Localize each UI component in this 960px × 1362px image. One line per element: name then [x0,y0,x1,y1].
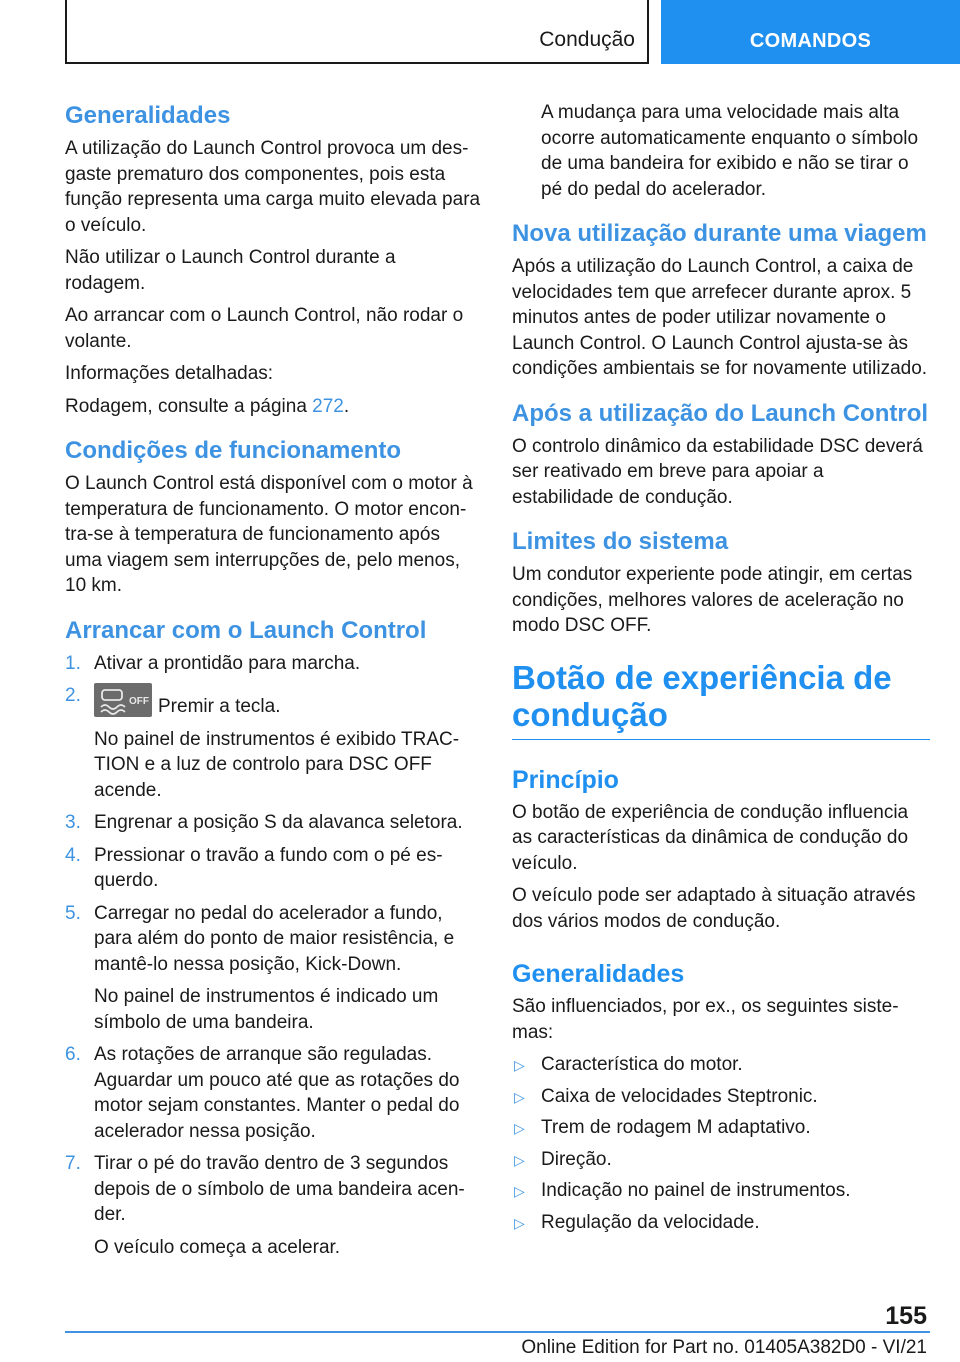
triangle-bullet-icon: ▷ [514,1088,525,1105]
list-item: 1. Ativar a prontidão para marcha. [65,651,481,677]
paragraph: O botão de experiência de condução influencia as características da dinâmica de condução do veículo. [512,801,909,874]
list-item: ▷ Caixa de velocidades Steptronic. [512,1084,930,1110]
triangle-bullet-icon: ▷ [514,1214,525,1231]
systems-list [512,1052,930,1235]
step-number: 7. [65,1153,81,1174]
header-section-title: Condução [539,28,635,51]
page-number: 155 [885,1302,927,1330]
paragraph: Informações detalhadas: [65,363,274,384]
list-item: ▷ Característica do motor. [512,1052,930,1078]
list-item: 4. Pressionar o travão a fundo com o pé esquerdo. [65,844,443,891]
heading-condicoes: Condições de funcionamento [65,437,402,464]
list-item: ▷ Direção. [512,1147,930,1173]
list-item: 5. Carregar no pedal do acelerador a fundo, para além do ponto de maior resistência, e mantê-lo nessa posição, Kick-Down. No painel de instrumentos é indicado um símbolo de uma bandeira. [65,902,455,1033]
list-item: ▷ Indicação no painel de instrumentos. [512,1178,930,1204]
paragraph: A utilização do Launch Control provoca um desgaste prematuro dos componentes, pois esta função representa uma carga muito elevada para o veículo. [65,138,481,236]
step-number: 4. [65,844,81,866]
paragraph: O veículo pode ser adaptado à situação através dos vários modos de condução. [512,885,916,932]
list-item: ▷ Trem de rodagem M adaptativo. [512,1115,930,1141]
step-number: 1. [65,652,81,674]
triangle-bullet-icon: ▷ [514,1183,525,1199]
triangle-bullet-icon: ▷ [514,1057,525,1073]
dsc-off-button-icon [94,683,152,717]
paragraph: O controlo dinâmico da estabilidade DSC deverá ser reativado em breve para apoiar a estabilidade de condução. [512,435,923,508]
list-item: 2. OFF Premir a tecla. No painel de instrumentos é exibido TRACTION e a luz de controlo para DSC OFF acende. [65,685,460,801]
paragraph: Ao arrancar com o Launch Control, não rodar o volante. [65,305,464,352]
paragraph: Não utilizar o Launch Control durante a rodagem. [65,247,396,294]
list-item: 3. Engrenar a posição S da alavanca seletora. [65,810,481,836]
list-item: 6. As rotações de arranque são reguladas. Aguardar um pouco até que as rotações do motor sejam constantes. Manter o pedal do acelerador nessa posição. [65,1044,460,1142]
paragraph: São influenciados, por ex., os seguintes sistemas: [512,996,899,1043]
step-number: 6. [65,1044,81,1065]
footer-divider [65,1331,930,1333]
heading-limites: Limites do sistema [512,528,729,555]
steps-list [65,651,481,1261]
heading-arrancar: Arrancar com o Launch Control [65,616,427,644]
paragraph-continuation: A mudança para uma velocidade mais alta ocorre automaticamente enquanto o símbolo de uma bandeira for exibido e não se tirar o pé do pedal do acelerador. [541,102,919,200]
paragraph: Após a utilização do Launch Control, a caixa de velocidades tem que arrefecer durante aprox. 5 minutos antes de poder utilizar novamente o Launch Control. O Launch Control ajusta-se às condições ambientais se for novamente utilizado. [512,256,928,379]
triangle-bullet-icon: ▷ [514,1120,525,1136]
right-column [512,100,930,1241]
dsc-off-icon-label: OFF [129,696,149,707]
paragraph: O Launch Control está disponível com o motor à temperatura de funcionamento. O motor encontra-se à temperatura de funcionamento após uma viagem sem interrupções de, pelo menos, 10 km. [65,473,473,596]
heading-nova-utilizacao: Nova utilização durante uma viagem [512,220,927,247]
header-chapter-title: COMANDOS [749,30,872,52]
footer-edition: Online Edition for Part no. 01405A382D0 - VI/21 [521,1337,927,1358]
chapter-heading: Botão de experiência de condução [512,659,930,740]
left-column [65,100,481,1267]
list-item: 7. Tirar o pé do travão dentro de 3 segundos depois de o símbolo de uma bandeira acender. O veículo começa a acelerar. [65,1153,465,1258]
paragraph: Um condutor experiente pode atingir, em certas condições, melhores valores de aceleração no modo DSC OFF. [512,564,913,636]
step-number: 2. [65,685,81,706]
header-section-box [65,0,649,64]
step-number: 5. [65,902,81,924]
paragraph-reference: Rodagem, consulte a página 272. [65,395,350,417]
header-chapter-tab[interactable] [661,0,960,64]
heading-generalidades: Generalidades [65,102,231,129]
step-number: 3. [65,812,81,833]
page-reference-link[interactable]: 272 [312,395,344,417]
heading-apos-utilizacao: Após a utilização do Launch Control [512,399,929,427]
list-item: ▷ Regulação da velocidade. [512,1210,930,1236]
triangle-bullet-icon: ▷ [514,1151,525,1168]
heading-generalidades-2: Generalidades [512,960,685,988]
heading-principio: Princípio [512,765,619,794]
